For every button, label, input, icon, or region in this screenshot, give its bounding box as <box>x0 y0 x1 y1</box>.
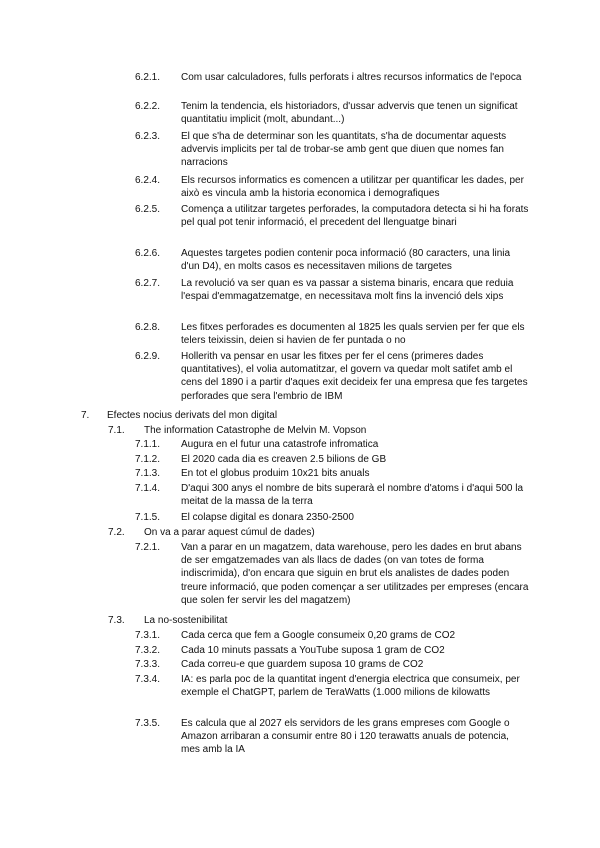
list-number: 6.2.6. <box>135 248 161 259</box>
list-number: 7.2.1. <box>135 542 161 553</box>
list-text: Cada 10 minuts passats a YouTube suposa 1 gram de CO2 <box>181 645 445 656</box>
list-item <box>135 438 530 451</box>
list-number: 6.2.7. <box>135 278 161 289</box>
list-text: El 2020 cada dia es creaven 2.5 bilions de GB <box>181 454 387 465</box>
list-number: 6.2.2. <box>135 101 161 112</box>
section-heading <box>81 409 531 422</box>
list-text: Van a parar en un magatzem, data warehouse, pero les dades en brut abans de ser emgatzemades van als llacs de dades (on van totes de forma indiscrimida), d'on encara que siguin en brut els analistes de dades poden treure informació, que poden començar a ser utilitzades per empreses (encara que solen fer servir les del magatzem) <box>181 542 529 606</box>
list-text: Es calcula que al 2027 els servidors de les grans empreses com Google o Amazon arribaran a consumir entre 80 i 120 terawatts anuals de potencia, mes amb la IA <box>181 718 510 756</box>
list-item <box>135 71 530 84</box>
list-number: 6.2.1. <box>135 72 161 83</box>
list-text: Cada correu-e que guardem suposa 10 grams de CO2 <box>181 659 424 670</box>
list-number: 6.2.5. <box>135 204 161 215</box>
list-text: IA: es parla poc de la quantitat ingent d'energia electrica que consumeix, per exemple el ChatGPT, parlem de TeraWatts (1.000 milions de kilowatts <box>181 674 520 699</box>
list-number: 7.3.1. <box>135 630 161 641</box>
list-text: La revolució va ser quan es va passar a sistema binaris, encara que reduia l'espai d'emmagatzematge, en necessitava molt fins la invenció dels xips <box>181 278 514 303</box>
list-item <box>135 629 530 642</box>
list-item <box>135 100 530 126</box>
list-text: El colapse digital es donara 2350-2500 <box>181 512 354 523</box>
list-text: Hollerith va pensar en usar les fitxes per fer el cens (primeres dades quantitatives), el volia automatitzar, el govern va quedar molt satifet amb el cens del 1890 i a partir d'aques exit decideix fer una empresa que fes targetes perforades que sera l'embrio de IBM <box>181 351 528 402</box>
subsection-heading <box>108 614 528 627</box>
list-item <box>135 203 530 229</box>
list-item <box>135 482 530 508</box>
list-item <box>135 658 530 671</box>
list-number: 7.1.5. <box>135 512 161 523</box>
list-number: 6.2.4. <box>135 175 161 186</box>
list-text: Aquestes targetes podien contenir poca informació (80 caracters, una linia d'un D4), en molts casos es necessitaven milions de targetes <box>181 248 511 273</box>
list-text: Augura en el futur una catastrofe infromatica <box>181 439 379 450</box>
list-item <box>135 644 530 657</box>
list-text: El que s'ha de determinar son les quantitats, s'ha de documentar aquests advervis implicits per tal de trobar-se amb gent que diuen que nomes fan narracions <box>181 131 507 169</box>
list-item <box>135 453 530 466</box>
list-number: 7.1. <box>108 425 125 436</box>
subsection-heading <box>108 526 528 539</box>
list-text: La no-sostenibilitat <box>144 615 228 626</box>
list-text: Efectes nocius derivats del mon digital <box>107 410 278 421</box>
list-text: On va a parar aquest cúmul de dades) <box>144 527 315 538</box>
list-number: 7. <box>81 410 90 421</box>
list-text: The information Catastrophe de Melvin M. Vopson <box>144 425 367 436</box>
list-item <box>135 717 530 757</box>
subsection-heading <box>108 424 528 437</box>
list-text: Com usar calculadores, fulls perforats i altres recursos informatics de l'epoca <box>181 72 522 83</box>
list-item <box>135 467 530 480</box>
list-number: 7.3.5. <box>135 718 161 729</box>
list-number: 7.3.2. <box>135 645 161 656</box>
list-item <box>135 247 530 273</box>
list-item <box>135 511 530 524</box>
list-item <box>135 130 530 170</box>
list-number: 6.2.8. <box>135 322 161 333</box>
list-number: 7.1.4. <box>135 483 161 494</box>
list-number: 7.3.4. <box>135 674 161 685</box>
list-item <box>135 277 530 303</box>
list-number: 7.3. <box>108 615 125 626</box>
list-text: Els recursos informatics es comencen a utilitzar per quantificar les dades, per això es vincula amb la historia economica i demografiques <box>181 175 524 200</box>
list-number: 7.1.1. <box>135 439 161 450</box>
list-text: Comença a utilitzar targetes perforades, la computadora detecta si hi ha forats pel qual pot tenir informació, el precedent del llenguatge binari <box>181 204 529 229</box>
list-text: D'aqui 300 anys el nombre de bits superarà el nombre d'atoms i d'aqui 500 la meitat de la massa de la terra <box>181 483 524 508</box>
list-number: 7.2. <box>108 527 125 538</box>
list-item <box>135 673 530 699</box>
list-text: Tenim la tendencia, els historiadors, d'ussar advervis que tenen un significat quantitatiu implicit (molt, abundant...) <box>181 101 518 126</box>
list-item <box>135 350 530 403</box>
list-item <box>135 321 530 347</box>
list-item <box>135 541 530 607</box>
list-item <box>135 174 530 200</box>
list-number: 7.1.2. <box>135 454 161 465</box>
list-number: 7.1.3. <box>135 468 161 479</box>
list-text: En tot el globus produim 10x21 bits anuals <box>181 468 370 479</box>
list-text: Cada cerca que fem a Google consumeix 0,20 grams de CO2 <box>181 630 456 641</box>
list-number: 6.2.3. <box>135 131 161 142</box>
list-number: 6.2.9. <box>135 351 161 362</box>
list-number: 7.3.3. <box>135 659 161 670</box>
list-text: Les fitxes perforades es documenten al 1825 les quals servien per fer que els telers teixissin, deien si havien de fer puntada o no <box>181 322 525 347</box>
